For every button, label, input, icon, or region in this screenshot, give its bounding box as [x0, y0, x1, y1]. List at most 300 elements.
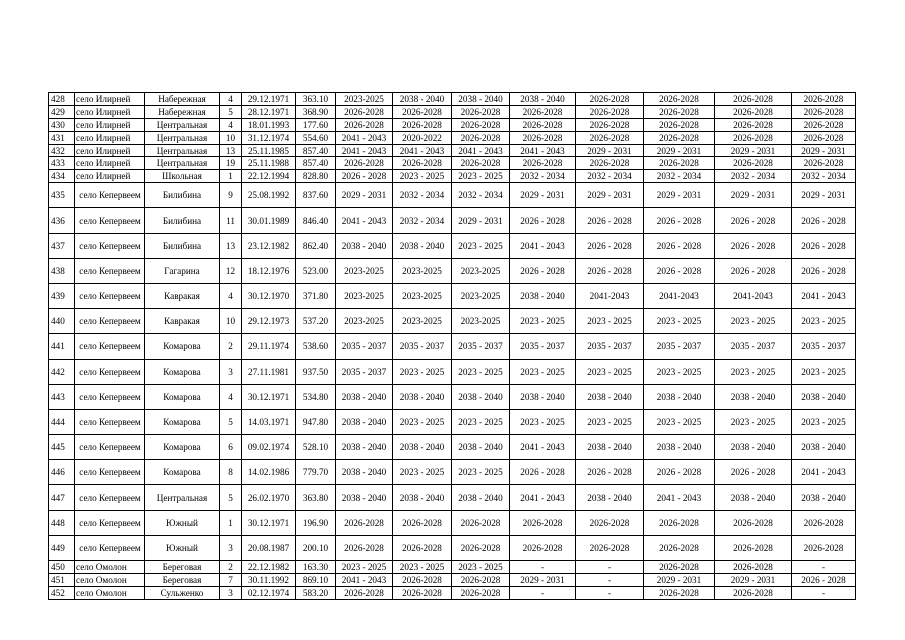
cell-period-3: 2023-2025 [452, 309, 510, 334]
cell-row-number: 438 [49, 258, 75, 283]
cell-period-5: 2023 - 2025 [576, 409, 644, 434]
cell-house-number: 6 [220, 435, 242, 460]
cell-period-3: 2026-2028 [452, 131, 510, 144]
cell-period-3: 2026-2028 [452, 573, 510, 586]
cell-period-1: 2026-2028 [336, 535, 393, 560]
cell-period-3: 2026-2028 [452, 535, 510, 560]
cell-period-8: 2038 - 2040 [792, 485, 856, 510]
cell-period-5: 2023 - 2025 [576, 359, 644, 384]
cell-settlement: село Кепервеем [75, 208, 145, 233]
cell-period-4: 2038 - 2040 [510, 93, 576, 106]
cell-settlement: село Илирней [75, 118, 145, 131]
cell-period-8: - [792, 561, 856, 574]
cell-period-5: 2029 - 2031 [576, 183, 644, 208]
cell-area: 368.90 [296, 105, 336, 118]
cell-period-6: 2041-2043 [644, 283, 715, 308]
cell-street: Набережная [145, 105, 220, 118]
cell-house-number: 2 [220, 561, 242, 574]
cell-commission-date: 18.01.1993 [242, 118, 296, 131]
cell-period-1: 2035 - 2037 [336, 359, 393, 384]
cell-period-8: 2035 - 2037 [792, 334, 856, 359]
cell-period-6: 2023 - 2025 [644, 359, 715, 384]
cell-period-4: 2023 - 2025 [510, 359, 576, 384]
cell-period-2: 2026-2028 [393, 573, 452, 586]
cell-area: 538.60 [296, 334, 336, 359]
cell-period-6: 2026 - 2028 [644, 258, 715, 283]
cell-commission-date: 28.12.1971 [242, 105, 296, 118]
cell-settlement: село Кепервеем [75, 309, 145, 334]
cell-period-6: 2026-2028 [644, 586, 715, 599]
cell-settlement: село Илирней [75, 157, 145, 170]
cell-street: Южный [145, 510, 220, 535]
cell-area: 528.10 [296, 435, 336, 460]
cell-period-1: 2041 - 2043 [336, 131, 393, 144]
cell-settlement: село Омолон [75, 561, 145, 574]
cell-period-4: 2041 - 2043 [510, 233, 576, 258]
table-row [49, 334, 856, 359]
cell-house-number: 10 [220, 131, 242, 144]
cell-house-number: 4 [220, 283, 242, 308]
cell-period-3: 2032 - 2034 [452, 183, 510, 208]
cell-row-number: 435 [49, 183, 75, 208]
cell-period-7: 2032 - 2034 [715, 170, 792, 183]
cell-street: Кавракая [145, 309, 220, 334]
cell-area: 534.80 [296, 384, 336, 409]
cell-period-2: 2020-2022 [393, 131, 452, 144]
cell-house-number: 4 [220, 93, 242, 106]
cell-area: 937.50 [296, 359, 336, 384]
cell-period-6: 2026-2028 [644, 131, 715, 144]
cell-period-8: 2041 - 2043 [792, 283, 856, 308]
cell-period-2: 2023 - 2025 [393, 460, 452, 485]
cell-street: Гагарина [145, 258, 220, 283]
cell-street: Комарова [145, 384, 220, 409]
cell-house-number: 5 [220, 105, 242, 118]
cell-street: Центральная [145, 144, 220, 157]
table-row [49, 409, 856, 434]
cell-period-6: 2026 - 2028 [644, 208, 715, 233]
cell-period-6: 2032 - 2034 [644, 170, 715, 183]
cell-period-2: 2032 - 2034 [393, 183, 452, 208]
cell-period-4: 2029 - 2031 [510, 573, 576, 586]
cell-area: 363.10 [296, 93, 336, 106]
cell-period-7: 2026-2028 [715, 535, 792, 560]
cell-row-number: 434 [49, 170, 75, 183]
cell-period-2: 2023 - 2025 [393, 409, 452, 434]
cell-period-8: 2023 - 2025 [792, 309, 856, 334]
cell-row-number: 450 [49, 561, 75, 574]
cell-period-4: 2041 - 2043 [510, 435, 576, 460]
cell-row-number: 431 [49, 131, 75, 144]
cell-period-1: 2035 - 2037 [336, 334, 393, 359]
cell-period-3: 2026-2028 [452, 105, 510, 118]
cell-area: 857.40 [296, 157, 336, 170]
cell-period-8: 2029 - 2031 [792, 183, 856, 208]
cell-period-5: - [576, 586, 644, 599]
cell-settlement: село Илирней [75, 131, 145, 144]
cell-row-number: 428 [49, 93, 75, 106]
cell-period-5: 2023 - 2025 [576, 309, 644, 334]
cell-area: 363.80 [296, 485, 336, 510]
cell-period-7: 2026 - 2028 [715, 460, 792, 485]
cell-period-1: 2029 - 2031 [336, 183, 393, 208]
cell-period-5: - [576, 573, 644, 586]
cell-period-4: 2038 - 2040 [510, 283, 576, 308]
cell-period-7: 2035 - 2037 [715, 334, 792, 359]
cell-area: 828.80 [296, 170, 336, 183]
cell-house-number: 9 [220, 183, 242, 208]
cell-period-6: 2023 - 2025 [644, 309, 715, 334]
cell-period-4: 2026 - 2028 [510, 258, 576, 283]
cell-period-1: 2038 - 2040 [336, 460, 393, 485]
cell-street: Билибина [145, 183, 220, 208]
cell-period-6: 2029 - 2031 [644, 573, 715, 586]
cell-area: 837.60 [296, 183, 336, 208]
table-row [49, 258, 856, 283]
cell-street: Центральная [145, 157, 220, 170]
cell-house-number: 11 [220, 208, 242, 233]
cell-row-number: 444 [49, 409, 75, 434]
cell-period-2: 2038 - 2040 [393, 233, 452, 258]
cell-period-8: 2026-2028 [792, 105, 856, 118]
cell-commission-date: 25.11.1985 [242, 144, 296, 157]
cell-period-8: 2026-2028 [792, 510, 856, 535]
cell-period-6: 2026-2028 [644, 93, 715, 106]
cell-period-1: 2023-2025 [336, 258, 393, 283]
cell-row-number: 430 [49, 118, 75, 131]
cell-period-6: 2026-2028 [644, 561, 715, 574]
cell-period-6: 2029 - 2031 [644, 183, 715, 208]
cell-period-8: 2023 - 2025 [792, 409, 856, 434]
cell-commission-date: 02.12.1974 [242, 586, 296, 599]
cell-street: Южный [145, 535, 220, 560]
cell-period-1: 2026-2028 [336, 586, 393, 599]
cell-period-5: 2038 - 2040 [576, 485, 644, 510]
cell-settlement: село Илирней [75, 93, 145, 106]
cell-period-6: 2026-2028 [644, 118, 715, 131]
table-row [49, 535, 856, 560]
cell-period-2: 2026-2028 [393, 510, 452, 535]
cell-period-7: 2038 - 2040 [715, 384, 792, 409]
cell-period-4: 2035 - 2037 [510, 334, 576, 359]
cell-period-6: 2026-2028 [644, 157, 715, 170]
cell-period-4: 2026-2028 [510, 535, 576, 560]
cell-period-8: 2032 - 2034 [792, 170, 856, 183]
cell-period-6: 2041 - 2043 [644, 485, 715, 510]
table-row [49, 586, 856, 599]
cell-row-number: 440 [49, 309, 75, 334]
cell-settlement: село Кепервеем [75, 435, 145, 460]
cell-area: 846.40 [296, 208, 336, 233]
cell-commission-date: 14.02.1986 [242, 460, 296, 485]
cell-period-8: 2026-2028 [792, 118, 856, 131]
cell-period-2: 2023-2025 [393, 283, 452, 308]
cell-house-number: 1 [220, 170, 242, 183]
cell-period-2: 2026-2028 [393, 105, 452, 118]
cell-area: 196.90 [296, 510, 336, 535]
cell-period-2: 2023-2025 [393, 309, 452, 334]
cell-period-2: 2026-2028 [393, 586, 452, 599]
table-row [49, 118, 856, 131]
cell-period-6: 2038 - 2040 [644, 435, 715, 460]
cell-period-1: 2038 - 2040 [336, 435, 393, 460]
cell-period-5: 2038 - 2040 [576, 384, 644, 409]
cell-period-6: 2038 - 2040 [644, 384, 715, 409]
cell-area: 947.80 [296, 409, 336, 434]
cell-period-5: 2026 - 2028 [576, 208, 644, 233]
cell-period-2: 2026-2028 [393, 157, 452, 170]
cell-period-1: 2041 - 2043 [336, 208, 393, 233]
cell-period-7: 2026-2028 [715, 105, 792, 118]
cell-street: Комарова [145, 334, 220, 359]
cell-commission-date: 29.11.1974 [242, 334, 296, 359]
cell-period-4: 2041 - 2043 [510, 144, 576, 157]
cell-period-4: - [510, 586, 576, 599]
cell-period-2: 2038 - 2040 [393, 435, 452, 460]
table-row [49, 485, 856, 510]
housing-repair-table [48, 92, 856, 600]
cell-period-5: 2029 - 2031 [576, 144, 644, 157]
cell-row-number: 446 [49, 460, 75, 485]
cell-period-7: 2026-2028 [715, 118, 792, 131]
cell-row-number: 442 [49, 359, 75, 384]
cell-period-1: 2038 - 2040 [336, 485, 393, 510]
cell-period-3: 2038 - 2040 [452, 485, 510, 510]
cell-period-2: 2038 - 2040 [393, 93, 452, 106]
cell-area: 857.40 [296, 144, 336, 157]
cell-street: Береговая [145, 561, 220, 574]
table-row [49, 144, 856, 157]
cell-house-number: 3 [220, 586, 242, 599]
cell-period-8: 2029 - 2031 [792, 144, 856, 157]
cell-period-5: 2026 - 2028 [576, 258, 644, 283]
cell-period-5: 2038 - 2040 [576, 435, 644, 460]
cell-period-1: 2026-2028 [336, 510, 393, 535]
table-body [49, 93, 856, 600]
cell-period-2: 2023 - 2025 [393, 359, 452, 384]
cell-commission-date: 14.03.1971 [242, 409, 296, 434]
cell-period-7: 2026-2028 [715, 510, 792, 535]
cell-period-6: 2026-2028 [644, 535, 715, 560]
cell-street: Набережная [145, 93, 220, 106]
cell-commission-date: 29.12.1973 [242, 309, 296, 334]
cell-area: 554.60 [296, 131, 336, 144]
cell-period-4: - [510, 561, 576, 574]
cell-row-number: 439 [49, 283, 75, 308]
cell-street: Комарова [145, 460, 220, 485]
cell-period-2: 2041 - 2043 [393, 144, 452, 157]
cell-period-5: 2026-2028 [576, 118, 644, 131]
cell-settlement: село Кепервеем [75, 359, 145, 384]
cell-commission-date: 30.12.1971 [242, 510, 296, 535]
cell-row-number: 451 [49, 573, 75, 586]
cell-period-7: 2041-2043 [715, 283, 792, 308]
cell-period-1: 2038 - 2040 [336, 233, 393, 258]
table-row [49, 105, 856, 118]
cell-period-2: 2023 - 2025 [393, 170, 452, 183]
cell-period-1: 2038 - 2040 [336, 409, 393, 434]
cell-area: 537.20 [296, 309, 336, 334]
cell-row-number: 437 [49, 233, 75, 258]
cell-house-number: 13 [220, 144, 242, 157]
cell-period-3: 2026-2028 [452, 118, 510, 131]
cell-period-7: 2026-2028 [715, 131, 792, 144]
cell-period-7: 2026 - 2028 [715, 258, 792, 283]
cell-row-number: 432 [49, 144, 75, 157]
cell-house-number: 8 [220, 460, 242, 485]
cell-area: 177.60 [296, 118, 336, 131]
cell-street: Центральная [145, 131, 220, 144]
cell-period-3: 2023-2025 [452, 283, 510, 308]
cell-period-5: 2026 - 2028 [576, 460, 644, 485]
cell-street: Билибина [145, 233, 220, 258]
table-row [49, 359, 856, 384]
table-row [49, 131, 856, 144]
cell-street: Центральная [145, 485, 220, 510]
cell-house-number: 12 [220, 258, 242, 283]
cell-commission-date: 31.12.1974 [242, 131, 296, 144]
cell-row-number: 429 [49, 105, 75, 118]
table-row [49, 233, 856, 258]
cell-period-1: 2038 - 2040 [336, 384, 393, 409]
cell-period-4: 2026 - 2028 [510, 460, 576, 485]
cell-commission-date: 25.11.1988 [242, 157, 296, 170]
cell-row-number: 449 [49, 535, 75, 560]
cell-period-8: 2041 - 2043 [792, 460, 856, 485]
cell-period-4: 2026-2028 [510, 510, 576, 535]
cell-commission-date: 30.11.1992 [242, 573, 296, 586]
cell-period-2: 2038 - 2040 [393, 384, 452, 409]
cell-period-2: 2032 - 2034 [393, 208, 452, 233]
cell-period-8: 2026-2028 [792, 157, 856, 170]
cell-period-6: 2026 - 2028 [644, 460, 715, 485]
cell-period-2: 2023 - 2025 [393, 561, 452, 574]
cell-period-1: 2023 - 2025 [336, 561, 393, 574]
cell-period-8: 2026 - 2028 [792, 258, 856, 283]
cell-period-4: 2026 - 2028 [510, 208, 576, 233]
cell-commission-date: 22.12.1994 [242, 170, 296, 183]
table-row [49, 573, 856, 586]
table-row [49, 170, 856, 183]
cell-period-1: 2026-2028 [336, 105, 393, 118]
cell-period-7: 2029 - 2031 [715, 144, 792, 157]
cell-period-8: 2026 - 2028 [792, 233, 856, 258]
cell-settlement: село Илирней [75, 105, 145, 118]
cell-period-5: 2026-2028 [576, 157, 644, 170]
cell-area: 163.30 [296, 561, 336, 574]
cell-row-number: 448 [49, 510, 75, 535]
cell-period-7: 2026-2028 [715, 157, 792, 170]
cell-period-4: 2023 - 2025 [510, 409, 576, 434]
cell-street: Комарова [145, 359, 220, 384]
cell-period-3: 2023 - 2025 [452, 233, 510, 258]
cell-commission-date: 25.08.1992 [242, 183, 296, 208]
cell-period-8: - [792, 586, 856, 599]
cell-period-4: 2023 - 2025 [510, 309, 576, 334]
cell-street: Кавракая [145, 283, 220, 308]
cell-house-number: 3 [220, 535, 242, 560]
cell-area: 523.00 [296, 258, 336, 283]
cell-period-5: 2035 - 2037 [576, 334, 644, 359]
cell-street: Билибина [145, 208, 220, 233]
cell-row-number: 441 [49, 334, 75, 359]
cell-settlement: село Кепервеем [75, 485, 145, 510]
cell-row-number: 433 [49, 157, 75, 170]
cell-period-3: 2029 - 2031 [452, 208, 510, 233]
cell-house-number: 2 [220, 334, 242, 359]
cell-period-6: 2026-2028 [644, 510, 715, 535]
cell-house-number: 5 [220, 409, 242, 434]
cell-commission-date: 20.08.1987 [242, 535, 296, 560]
cell-commission-date: 09.02.1974 [242, 435, 296, 460]
cell-settlement: село Кепервеем [75, 535, 145, 560]
cell-settlement: село Кепервеем [75, 183, 145, 208]
cell-house-number: 4 [220, 118, 242, 131]
cell-settlement: село Кепервеем [75, 258, 145, 283]
cell-period-3: 2038 - 2040 [452, 435, 510, 460]
cell-period-1: 2026 - 2028 [336, 170, 393, 183]
cell-period-3: 2038 - 2040 [452, 384, 510, 409]
cell-period-3: 2041 - 2043 [452, 144, 510, 157]
cell-house-number: 10 [220, 309, 242, 334]
cell-period-8: 2026-2028 [792, 535, 856, 560]
cell-area: 371.80 [296, 283, 336, 308]
cell-settlement: село Омолон [75, 573, 145, 586]
cell-period-7: 2038 - 2040 [715, 435, 792, 460]
cell-commission-date: 30.01.1989 [242, 208, 296, 233]
cell-street: Сульженко [145, 586, 220, 599]
cell-period-1: 2041 - 2043 [336, 144, 393, 157]
cell-period-4: 2026-2028 [510, 131, 576, 144]
cell-street: Комарова [145, 435, 220, 460]
cell-period-4: 2026-2028 [510, 157, 576, 170]
cell-period-7: 2023 - 2025 [715, 409, 792, 434]
cell-area: 862.40 [296, 233, 336, 258]
cell-settlement: село Кепервеем [75, 409, 145, 434]
cell-house-number: 5 [220, 485, 242, 510]
cell-row-number: 436 [49, 208, 75, 233]
cell-period-4: 2026-2028 [510, 118, 576, 131]
cell-period-5: 2041-2043 [576, 283, 644, 308]
table-row [49, 157, 856, 170]
cell-commission-date: 22.12.1982 [242, 561, 296, 574]
cell-period-3: 2026-2028 [452, 157, 510, 170]
table-row [49, 93, 856, 106]
cell-period-1: 2023-2025 [336, 309, 393, 334]
cell-street: Береговая [145, 573, 220, 586]
cell-period-7: 2026 - 2028 [715, 233, 792, 258]
cell-street: Центральная [145, 118, 220, 131]
cell-commission-date: 30.12.1970 [242, 283, 296, 308]
cell-settlement: село Кепервеем [75, 334, 145, 359]
cell-period-3: 2023 - 2025 [452, 170, 510, 183]
cell-house-number: 7 [220, 573, 242, 586]
cell-period-7: 2023 - 2025 [715, 359, 792, 384]
cell-settlement: село Кепервеем [75, 384, 145, 409]
cell-period-6: 2029 - 2031 [644, 144, 715, 157]
cell-period-8: 2026 - 2028 [792, 573, 856, 586]
cell-period-7: 2029 - 2031 [715, 573, 792, 586]
cell-period-8: 2026-2028 [792, 131, 856, 144]
cell-period-8: 2026-2028 [792, 93, 856, 106]
cell-period-1: 2026-2028 [336, 157, 393, 170]
cell-row-number: 447 [49, 485, 75, 510]
cell-street: Школьная [145, 170, 220, 183]
cell-period-2: 2026-2028 [393, 118, 452, 131]
cell-area: 779.70 [296, 460, 336, 485]
cell-period-4: 2041 - 2043 [510, 485, 576, 510]
cell-street: Комарова [145, 409, 220, 434]
